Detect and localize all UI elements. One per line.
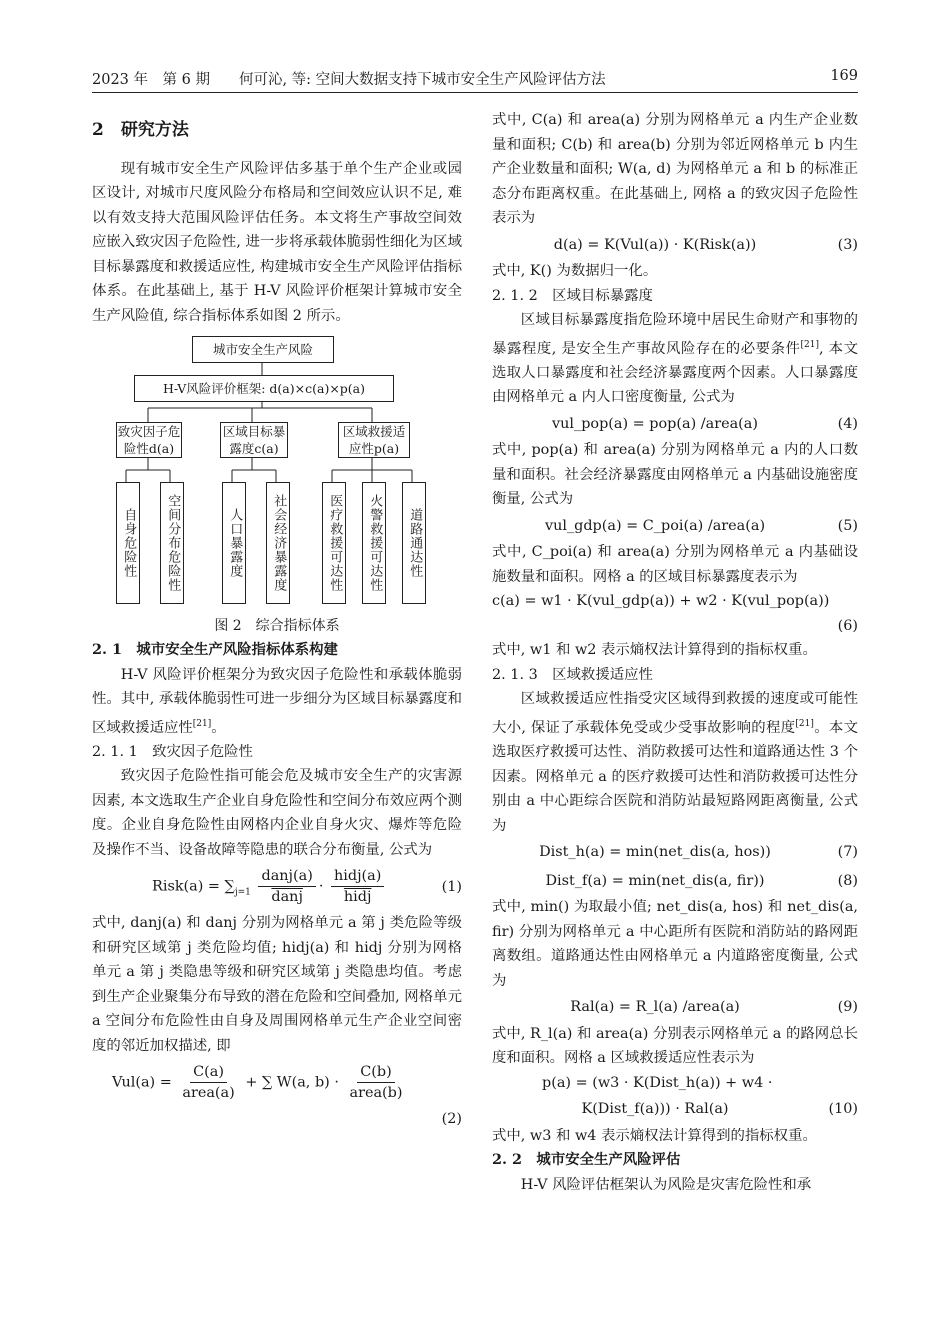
p10: 式中, w3 和 w4 表示熵权法计算得到的指标权重。 <box>492 1127 817 1144</box>
s211-title: 2. 1. 1 致灾因子危险性 <box>92 743 253 760</box>
left-column <box>92 108 462 1132</box>
eq1-description: 式中, danj(a) 和 danj 分别为网格单元 a 第 j 类危险等级和研究区域第 j 类危险均值; hidj(a) 和 hidj 分别为网格单元 a 第 j 类隐患等级和研究区域第 j 类隐患均值。考虑到生产企业聚集分布导致的潜在危险和空间叠加, 网格单元 a 空间分布危险性由自身及周围网格单元生产企业空间密度的邻近加权描述, 即 <box>92 915 462 1054</box>
equation-10-line1: p(a) = (w3 · K(Dist_h(a)) + w4 · <box>542 1074 773 1091</box>
equation-6: c(a) = w1 · K(vul_gdp(a)) + w2 · K(vul_pop(a)) <box>492 593 830 610</box>
figure-rescue-box: 区域救援适应性p(a) <box>338 422 410 458</box>
equation-4: vul_pop(a) = pop(a) /area(a) (4) <box>552 415 858 432</box>
running-header <box>92 66 858 93</box>
right-column <box>492 108 858 1197</box>
figure-leaf-population: 人口暴露度 <box>222 482 246 604</box>
journal-info: 2023 年 第 6 期 何可沁, 等: 空间大数据支持下城市安全生产风险评估方法 <box>92 72 606 88</box>
equation-8: Dist_f(a) = min(net_dis(a, fir)) (8) <box>545 872 858 889</box>
figure-caption: 图 2 综合指标体系 <box>214 617 340 634</box>
equation-5: vul_gdp(a) = C_poi(a) /area(a) (5) <box>544 517 858 534</box>
p9: 式中, R_l(a) 和 area(a) 分别表示网格单元 a 的路网总长度和面积。网格 a 区域救援适应性表示为 <box>492 1025 858 1067</box>
figure-leaf-spatial-risk: 空间分布危险性 <box>160 482 184 604</box>
s211-text: 致灾因子危险性指可能会危及城市安全生产的灾害源因素, 本文选取生产企业自身危险性和空间分布效应两个测度。企业自身危险性由网格内企业自身火灾、爆炸等危险及操作不当、设备故障等隐患的联合分布衡量, 公式为 <box>92 768 462 858</box>
figure-leaf-medical: 医疗救援可达性 <box>322 482 346 604</box>
figure-leaf-self-risk: 自身危险性 <box>116 482 140 604</box>
p8: 式中, min() 为取最小值; net_dis(a, hos) 和 net_dis(a, fir) 分别为网格单元 a 中心距所有医院和消防站的路网距离数组。道路通达性由网格单元 a 内道路密度衡量, 公式为 <box>492 899 858 989</box>
section-title: 2 研究方法 <box>92 120 189 140</box>
equation-2: Vul(a) = $\frac{C(a)}{\text{area(a)}}$ + ∑ W(a, b) · $\frac{C(b)}{\text{area(b)}}$ <box>112 1064 403 1102</box>
p3: 区域目标暴露度指危险环境中居民生命财产和事物的暴露程度, 是安全生产事故风险存在的必要条件[21], 本文选取人口暴露度和社会经济暴露度两个因素。人口暴露度由网格单元 a 内人口密度衡量, 公式为 <box>492 312 858 406</box>
figure-leaf-fire: 火警救援可达性 <box>362 482 386 604</box>
p5: 式中, C_poi(a) 和 area(a) 分别为网格单元 a 内基础设施数量和面积。网格 a 的区域目标暴露度表示为 <box>492 544 858 585</box>
p4: 式中, pop(a) 和 area(a) 分别为网格单元 a 内的人口数量和面积。社会经济暴露度由网格单元 a 内基础设施密度衡量, 公式为 <box>492 442 858 508</box>
p2: 式中, K() 为数据归一化。 <box>492 263 658 279</box>
p7: 区域救援适应性指受灾区域得到救援的速度或可能性大小, 保证了承载体免受或少受事故影响的程度[21]。本文选取医疗救援可达性、消防救援可达性和道路通达性 3 个因素。网格单元 a 的医疗救援可达性和消防救援可达性分别由 a 中心距综合医院和消防站最短路网距离衡量, 公式为 <box>492 691 858 834</box>
equation-1: Risk(a) = $\sum_{j=1}$ $\frac{\text{danj(a)}}{\text{danj}}$ · $\frac{\text{hidj(a)}}{\text{hidj}}$ (1) <box>152 868 462 906</box>
s22-title: 2. 2 城市安全生产风险评估 <box>492 1151 681 1169</box>
s213-title: 2. 1. 3 区域救援适应性 <box>492 666 653 683</box>
equation-9: Ral(a) = R_l(a) /area(a) (9) <box>570 999 858 1016</box>
figure-framework-box: H-V风险评价框架: d(a)×c(a)×p(a) <box>134 375 394 402</box>
figure-top-box: 城市安全生产风险 <box>192 336 334 363</box>
intro-paragraph: 现有城市安全生产风险评估多基于单个生产企业或园区设计, 对城市尺度风险分布格局和空间效应认识不足, 难以有效支持大范围风险评估任务。本文将生产事故空间效应嵌入致灾因子危险性, 进一步将承载体脆弱性细化为区域目标暴露度和救援适应性, 构建城市安全生产风险评估指标体系。在此基础上, 基于 H-V 风险评价框架计算城市安全生产风险值, 综合指标体系如图 2 所示。 <box>92 160 462 324</box>
equation-7: Dist_h(a) = min(net_dis(a, hos)) (7) <box>539 844 858 861</box>
p1: 式中, C(a) 和 area(a) 分别为网格单元 a 内生产企业数量和面积; C(b) 和 area(b) 分别为邻近网格单元 b 内生产企业数量和面积; W(a, d) 为网格单元 a 和 b 的标准正态分布距离权重。在此基础上, 网格 a 的致灾因子危险性表示为 <box>492 112 858 226</box>
p11: H-V 风险评估框架认为风险是灾害危险性和承 <box>520 1176 812 1193</box>
figure-hazard-box: 致灾因子危险性d(a) <box>117 424 181 456</box>
s21-title: 2. 1 城市安全生产风险指标体系构建 <box>92 641 338 658</box>
figure-2 <box>92 328 462 638</box>
figure-leaf-road: 道路通达性 <box>402 482 426 604</box>
s21-text: H-V 风险评价框架分为致灾因子危险性和承载体脆弱性。其中, 承载体脆弱性可进一步细分为区域目标暴露度和区域救援适应性[21]。 <box>92 666 462 736</box>
equation-3: d(a) = K(Vul(a)) · K(Risk(a)) (3) <box>553 236 858 253</box>
eq6-number: (6) <box>837 617 858 634</box>
eq2-number: (2) <box>441 1111 462 1128</box>
figure-leaf-economy: 社会经济暴露度 <box>266 482 290 604</box>
equation-10-line2: K(Dist_f(a))) · Ral(a) (10) <box>581 1101 858 1118</box>
s212-title: 2. 1. 2 区域目标暴露度 <box>492 287 653 304</box>
page-number: 169 <box>830 68 858 84</box>
figure-exposure-box: 区域目标暴露度c(a) <box>220 422 288 458</box>
p6: 式中, w1 和 w2 表示熵权法计算得到的指标权重。 <box>492 642 817 659</box>
